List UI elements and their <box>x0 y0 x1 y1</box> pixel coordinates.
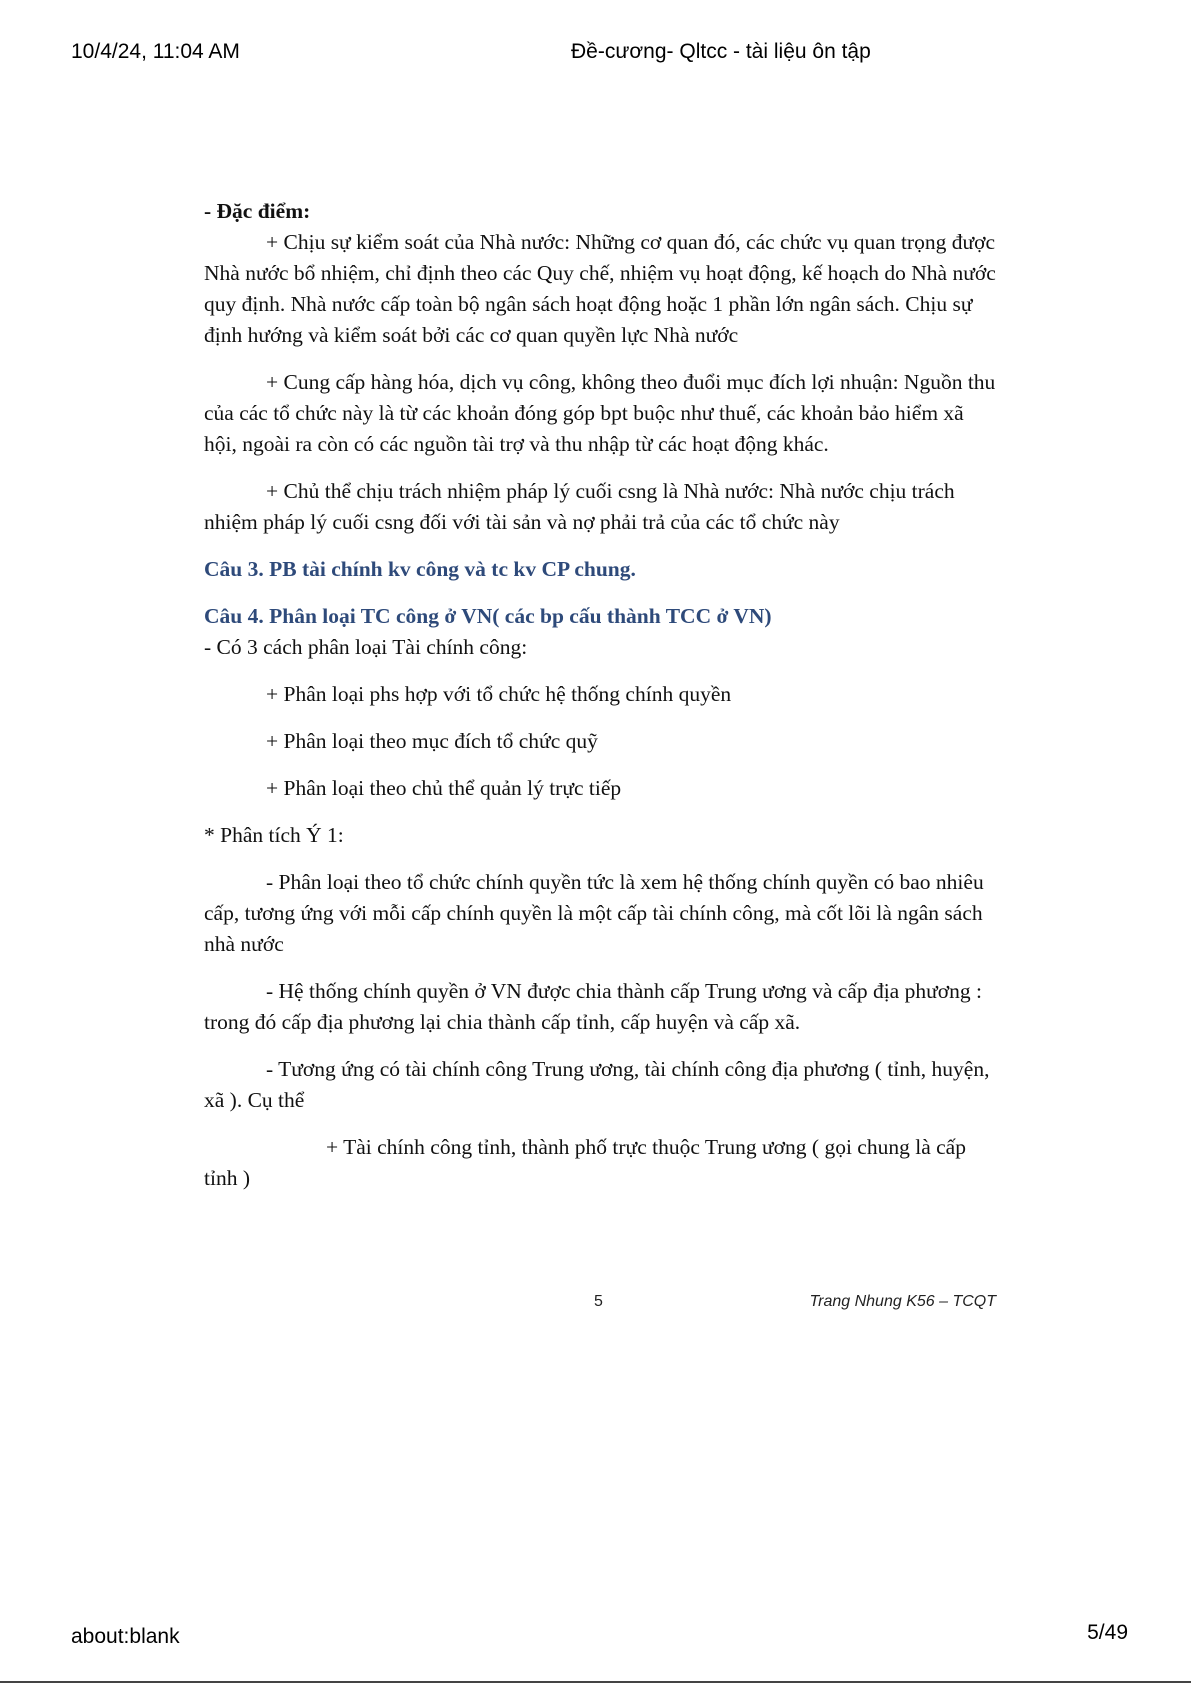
features-label: - Đặc điểm: <box>204 199 311 223</box>
heading-cau-3: Câu 3. PB tài chính kv công và tc kv CP chung. <box>204 557 636 581</box>
page-number: 5 <box>594 1293 603 1310</box>
paragraph-classification-intro: - Có 3 cách phân loại Tài chính công: <box>204 635 528 659</box>
paragraph-government-levels: - Phân loại theo tổ chức chính quyền tức là xem hệ thống chính quyền có bao nhiêu cấp, tương ứng với mỗi cấp chính quyền là một cấp tài chính công, mà cốt lõi là ngân sách nhà nước <box>204 870 984 956</box>
paragraph-state-control: + Chịu sự kiểm soát của Nhà nước: Những cơ quan đó, các chức vụ quan trọng được Nhà nước bổ nhiệm, chỉ định theo các Quy chế, nhiệm vụ hoạt động, kế hoạch do Nhà nước quy định. Nhà nước cấp toàn bộ ngân sách hoạt động hoặc 1 phần lớn ngân sách. Chịu sự định hướng và kiểm soát bởi các cơ quan quyền lực Nhà nước <box>204 230 996 347</box>
paragraph-legal-responsibility: + Chủ thể chịu trách nhiệm pháp lý cuối csng là Nhà nước: Nhà nước chịu trách nhiệm pháp lý cuối csng đối với tài sản và nợ phải trả của các tổ chức này <box>204 479 955 534</box>
list-item: + Phân loại theo mục đích tổ chức quỹ <box>266 729 598 753</box>
paragraph-province-level: + Tài chính công tỉnh, thành phố trực thuộc Trung ương ( gọi chung là cấp tỉnh ) <box>204 1135 966 1190</box>
print-page-count: 5/49 <box>1087 1621 1128 1644</box>
list-item: + Phân loại phs hợp với tổ chức hệ thống chính quyền <box>266 682 732 706</box>
list-item: + Phân loại theo chủ thể quản lý trực tiếp <box>266 776 622 800</box>
print-footer <box>0 1621 1191 1655</box>
paragraph-vn-system: - Hệ thống chính quyền ở VN được chia thành cấp Trung ương và cấp địa phương : trong đó cấp địa phương lại chia thành cấp tỉnh, cấp huyện và cấp xã. <box>204 979 982 1034</box>
bottom-divider <box>0 1681 1191 1683</box>
paragraph-public-goods: + Cung cấp hàng hóa, dịch vụ công, không theo đuổi mục đích lợi nhuận: Nguồn thu của các tổ chức này là từ các khoản đóng góp bpt buộc như thuế, các khoản bảo hiểm xã hội, ngoài ra còn có các nguồn tài trợ và thu nhập từ các hoạt động khác. <box>204 370 996 456</box>
print-datetime: 10/4/24, 11:04 AM <box>71 40 240 63</box>
document-body <box>204 196 996 1194</box>
paragraph-corresponding: - Tương ứng có tài chính công Trung ương, tài chính công địa phương ( tỉnh, huyện, xã ). Cụ thể <box>204 1057 990 1112</box>
print-url: about:blank <box>71 1625 180 1648</box>
print-doc-title: Đề-cương- Qltcc - tài liệu ôn tập <box>571 40 871 63</box>
print-header <box>0 40 1191 70</box>
paragraph-analysis-label: * Phân tích Ý 1: <box>204 823 344 847</box>
author-credit: Trang Nhung K56 – TCQT <box>809 1293 996 1310</box>
heading-cau-4: Câu 4. Phân loại TC công ở VN( các bp cấu thành TCC ở VN) <box>204 604 772 628</box>
page-footer <box>204 1293 996 1317</box>
